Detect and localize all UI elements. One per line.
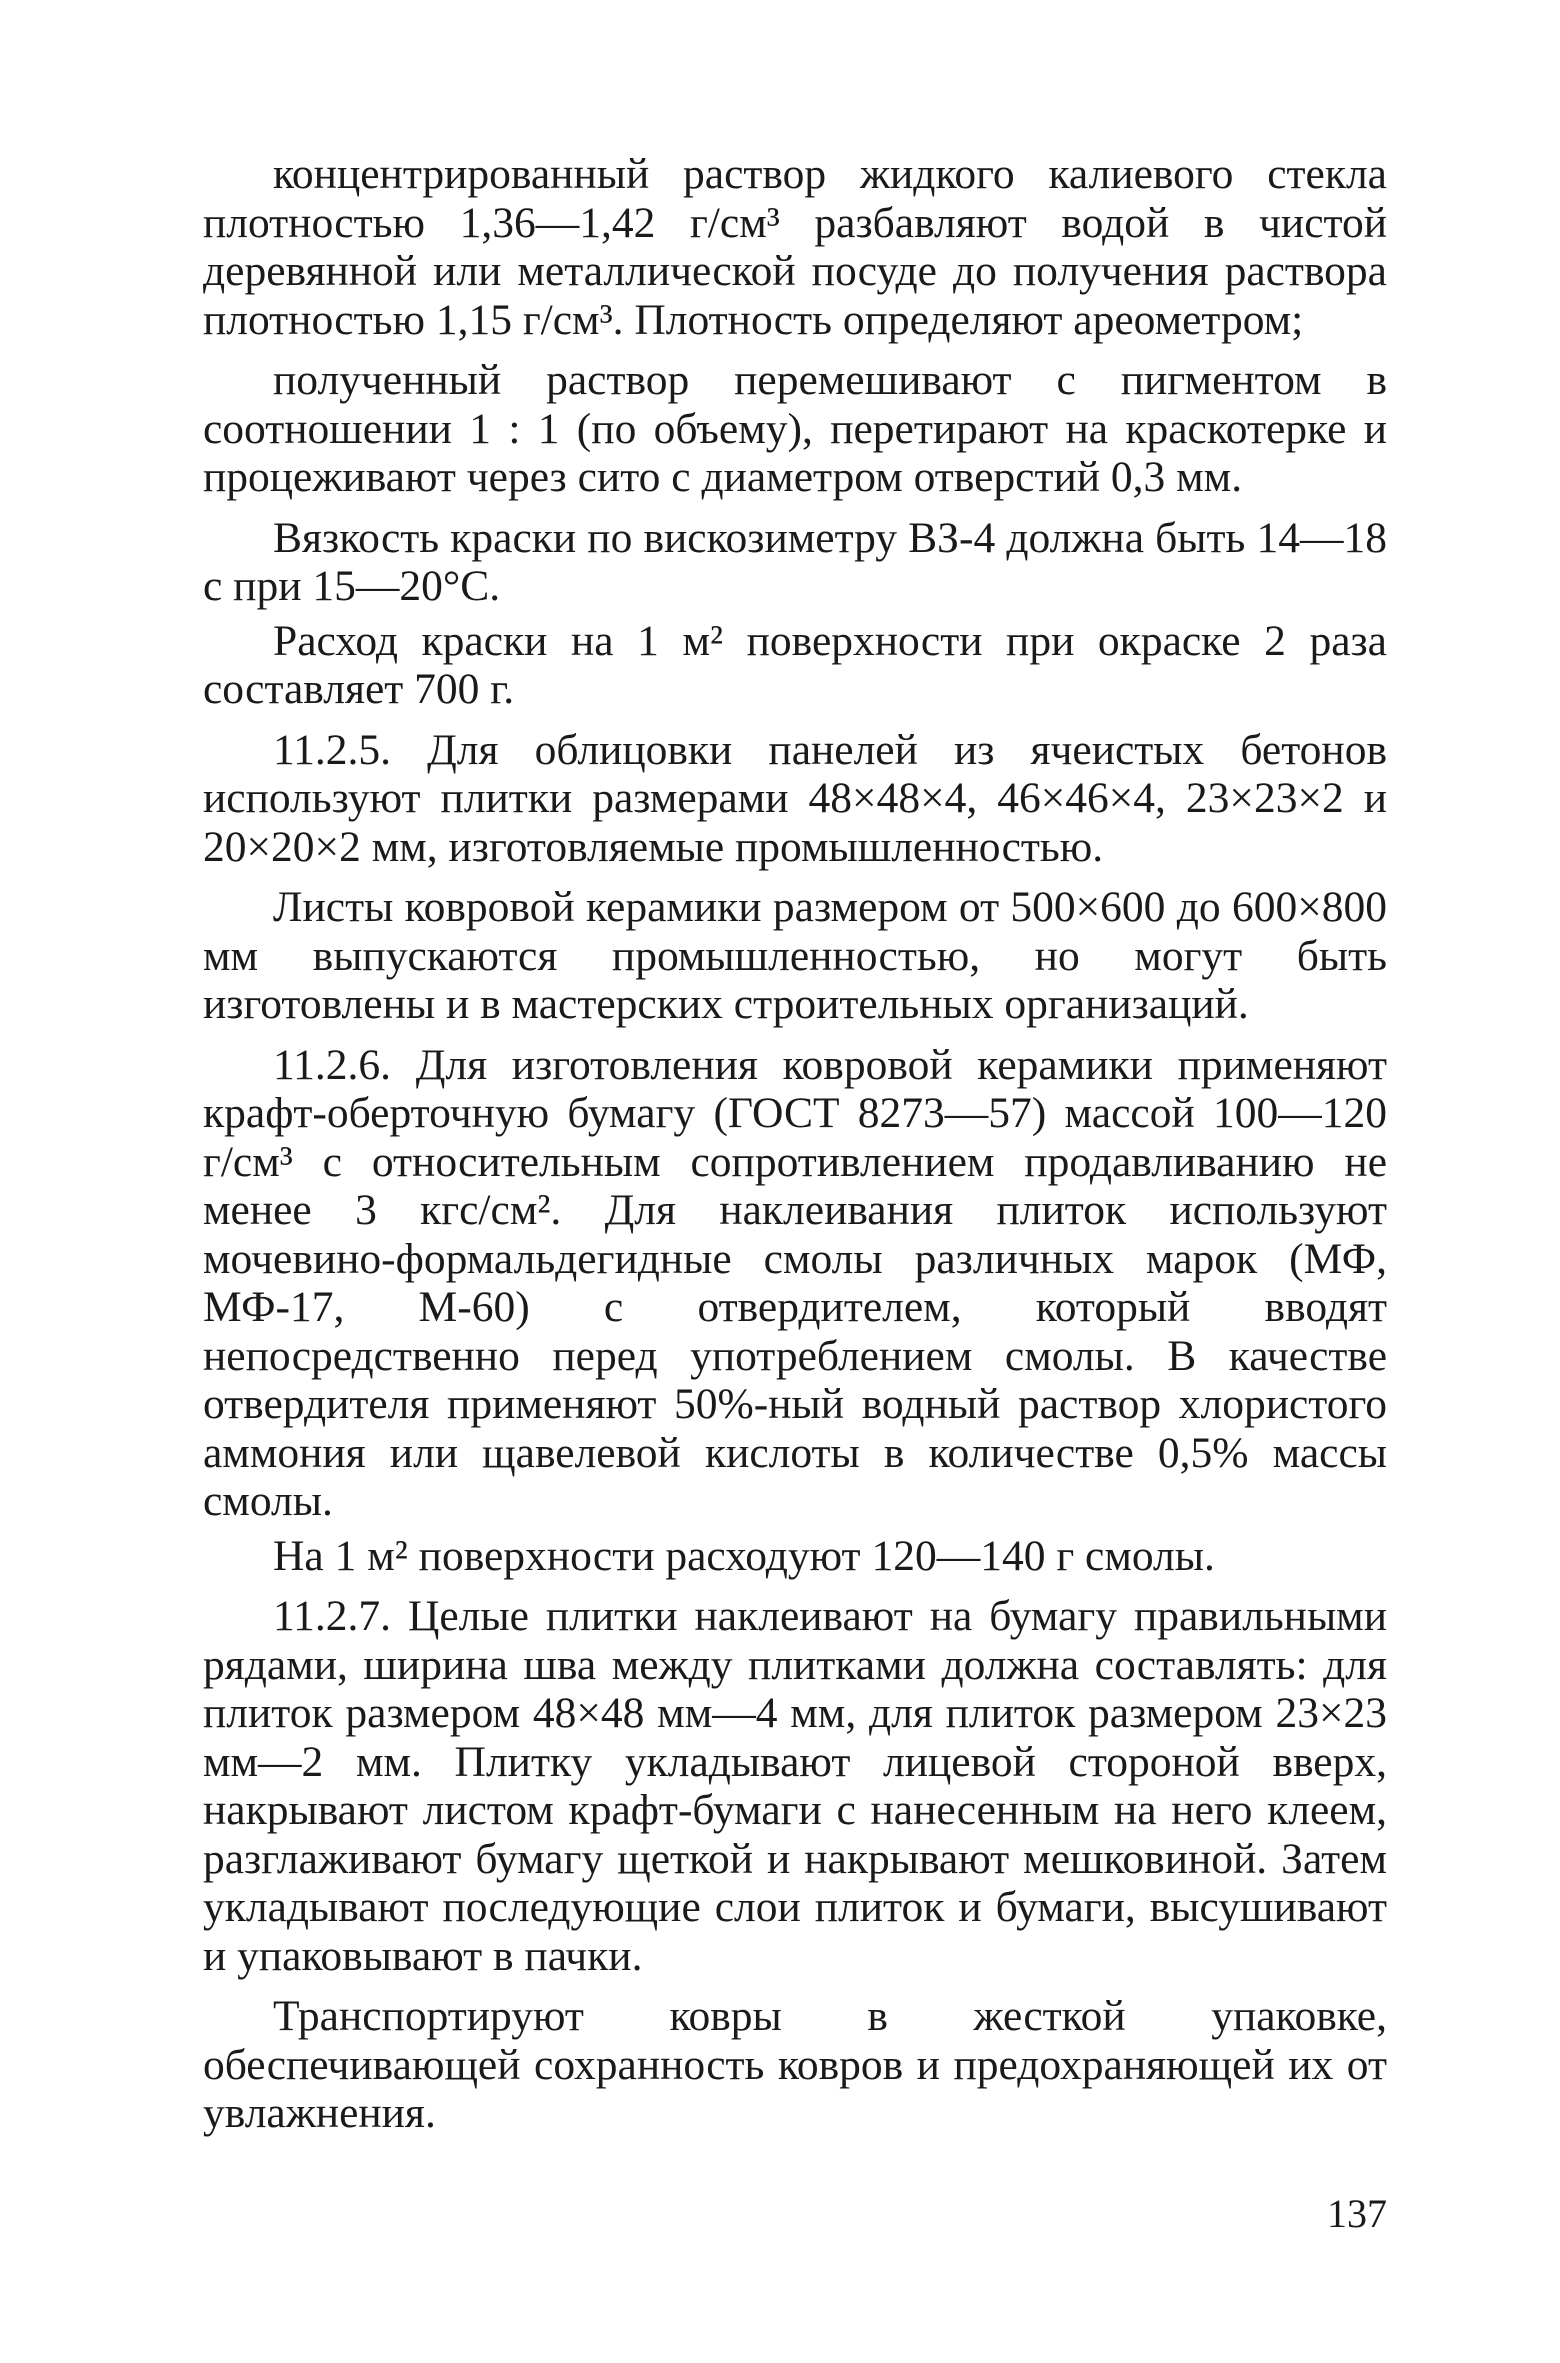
document-page [203, 150, 1387, 2270]
paragraph-11-2-5: 11.2.5. Для облицовки панелей из ячеистых бетонов используют плитки размерами 48×48×4, 46×46×4, 23×23×2 и 20×20×2 мм, изготовляемые промышленностью. [203, 725, 1387, 871]
paragraph-11-2-6: 11.2.6. Для изготовления ковровой керамики применяют крафт-оберточную бумагу (ГОСТ 8273—57) массой 100—120 г/см³ с относительным сопротивлением продавливанию не менее 3 кгс/см². Для наклеивания плиток используют мочевино-формальдегидные смолы различных марок (МФ, МФ-17, М-60) с отвердителем, который вводят непосредственно перед употреблением смолы. В качестве отвердителя применяют 50%-ный водный раствор хлористого аммония или щавелевой кислоты в количестве 0,5% массы смолы. [203, 1040, 1387, 1525]
paragraph-resin-consumption: На 1 м² поверхности расходуют 120—140 г смолы. [273, 1531, 1215, 1580]
paragraph-viscosity: Вязкость краски по вискозиметру ВЗ-4 должна быть 14—18 с при 15—20°С. [203, 513, 1387, 610]
page-number: 137 [1327, 2191, 1387, 2236]
paragraph-11-2-7: 11.2.7. Целые плитки наклеивают на бумагу правильными рядами, ширина шва между плитками должна составлять: для плиток размером 48×48 мм—4 мм, для плиток размером 23×23 мм—2 мм. Плитку укладывают лицевой стороной вверх, накрывают листом крафт-бумаги с нанесенным на него клеем, разглаживают бумагу щеткой и накрывают мешковиной. Затем укладывают последующие слои плиток и бумаги, высушивают и упаковывают в пачки. [203, 1592, 1387, 1980]
paragraph-carpet-sheets: Листы ковровой керамики размером от 500×600 до 600×800 мм выпускаются промышленностью, но могут быть изготовлены и в мастерских строительных организаций. [203, 883, 1387, 1028]
paragraph-consumption: Расход краски на 1 м² поверхности при окраске 2 раза составляет 700 г. [203, 616, 1387, 713]
paragraph-transport: Транспортируют ковры в жесткой упаковке, обеспечивающей сохранность ковров и предохраняющей их от увлажнения. [203, 1992, 1387, 2137]
paragraph-stekla: концентрированный раствор жидкого калиевого стекла плотностью 1,36—1,42 г/см³ разбавляют водой в чистой деревянной или металлической посуде до получения раствора плотностью 1,15 г/см³. Плотность определяют ареометром; [203, 150, 1387, 344]
paragraph-pigment: полученный раствор перемешивают с пигментом в соотношении 1 : 1 (по объему), перетирают на краскотерке и процеживают через сито с диаметром отверстий 0,3 мм. [203, 356, 1387, 501]
